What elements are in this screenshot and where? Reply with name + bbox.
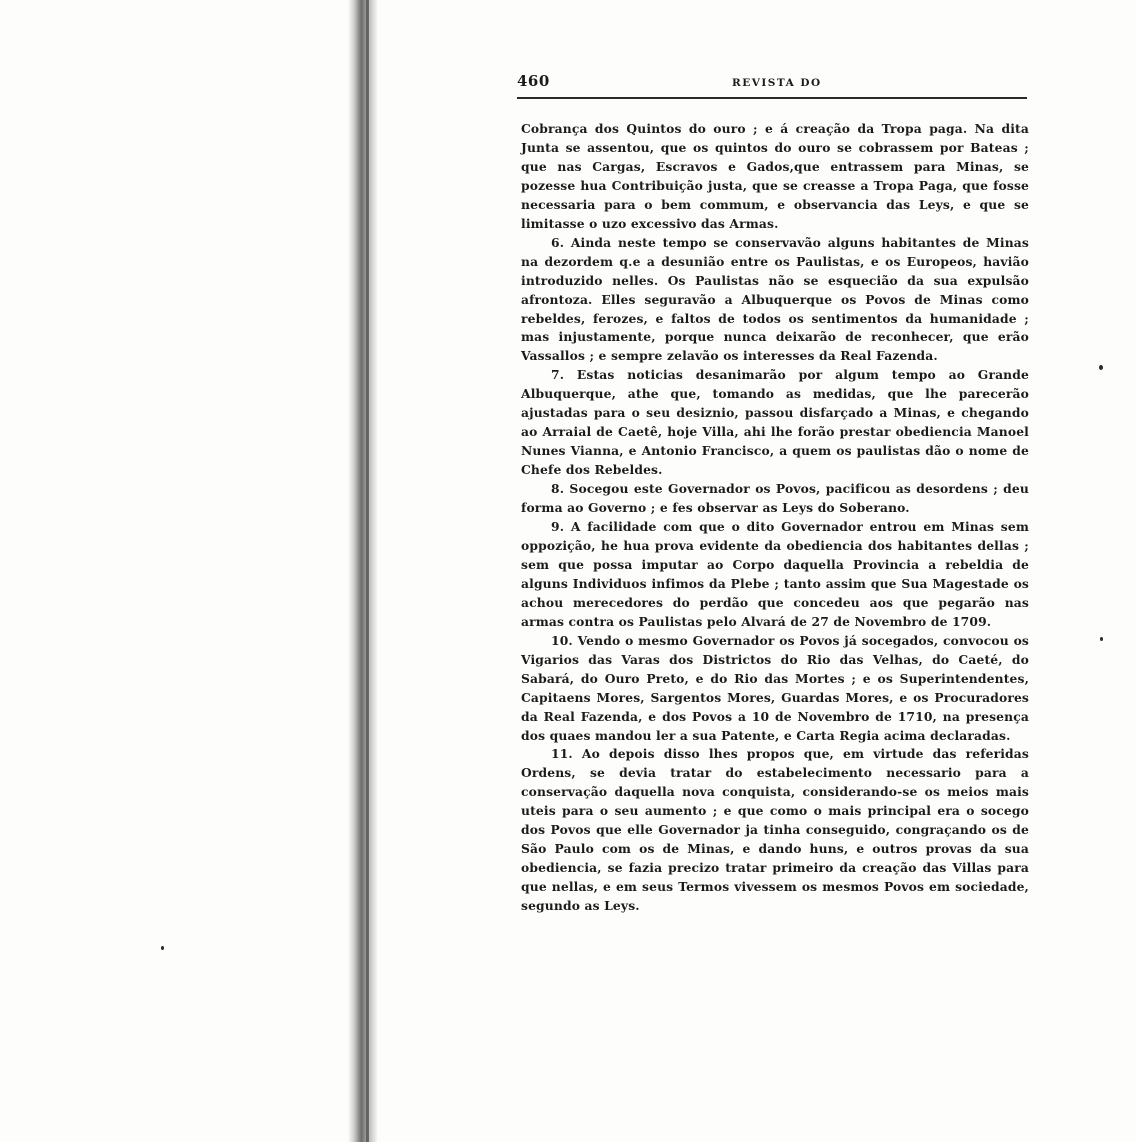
paragraph: Cobrança dos Quintos do ouro ; e á creação da Tropa paga. Na dita Junta se assentou, que os quintos do ouro se cobrassem por Bateas ; que nas Cargas, Escravos e Gados,que entrassem para Minas, se pozesse hua Contribuição justa, que se creasse a Tropa Paga, que fosse necessaria para o bem commum, e observancia das Leys, e que se limitasse o uzo excessivo das Armas. <box>521 121 1029 231</box>
paragraph: 9. A facilidade com que o dito Governador entrou em Minas sem oppozição, he hua prova evidente da obediencia dos habitantes dellas ; sem que possa imputar ao Corpo daquella Provincia a rebeldia de alguns Individuos infimos da Plebe ; tanto assim que Sua Magestade os achou merecedores do perdão que concedeu aos que pegarão nas armas contra os Paulistas pelo Alvará de 27 de Novembro de 1709. <box>521 519 1029 629</box>
binding-shadow <box>348 0 378 1142</box>
ink-speck <box>1099 365 1103 370</box>
paragraph: 6. Ainda neste tempo se conservavão alguns habitantes de Minas na dezordem q.e a desunião entre os Paulistas, e os Europeos, havião introduzido nelles. Os Paulistas não se esquecião da sua expulsão afrontoza. Elles seguravão a Albuquerque os Povos de Minas como rebeldes, ferozes, e faltos de todos os sentimentos da humanidade ; mas injustamente, porque nunca deixarão de reconhecer, que erão Vassallos ; e sempre zelavão os interesses da Real Fazenda. <box>521 234 1029 364</box>
page-header <box>517 72 1032 96</box>
body-text <box>521 120 1029 916</box>
running-title: REVISTA DO <box>732 77 822 89</box>
binding-edge <box>366 0 369 1142</box>
paragraph: 7. Estas noticias desanimarão por algum tempo ao Grande Albuquerque, athe que, tomando as medidas, que lhe parecerão ajustadas para o seu desiznio, passou disfarçado a Minas, e chegando ao Arraial de Caetê, hoje Villa, ahi lhe forão prestar obediencia Manoel Nunes Vianna, e Antonio Francisco, a quem os paulistas dão o nome de Chefe dos Rebeldes. <box>521 367 1029 478</box>
page-number: 460 <box>517 72 550 90</box>
paragraph: 10. Vendo o mesmo Governador os Povos já socegados, convocou os Vigarios das Varas dos Districtos do Rio das Velhas, do Caeté, do Sabará, do Ouro Preto, e do Rio das Mortes ; e os Superintendentes, Capitaens Mores, Sargentos Mores, Guardas Mores, e os Procuradores da Real Fazenda, e dos Povos a 10 de Novembro de 1710, na presença dos quaes mandou ler a sua Patente, e Carta Regia acima declaradas. <box>521 632 1029 743</box>
header-rule <box>517 97 1027 99</box>
ink-speck <box>161 946 164 950</box>
ink-speck <box>1100 637 1103 641</box>
paragraph: 11. Ao depois disso lhes propos que, em virtude das referidas Ordens, se devia tratar do estabelecimento necessario para a conservação daquella nova conquista, considerando-se os meios mais uteis para o seu aumento ; e que como o mais principal era o socego dos Povos que elle Governador ja tinha conseguido, congraçando os de São Paulo com os de Minas, e dando huns, e outros provas da sua obediencia, se fazia precizo tratar primeiro da creação das Villas para que nellas, e em seus Termos vivessem os mesmos Povos em sociedade, segundo as Leys. <box>521 746 1029 914</box>
paragraph: 8. Socegou este Governador os Povos, pacificou as desordens ; deu forma ao Governo ; e fes observar as Leys do Soberano. <box>521 481 1029 516</box>
